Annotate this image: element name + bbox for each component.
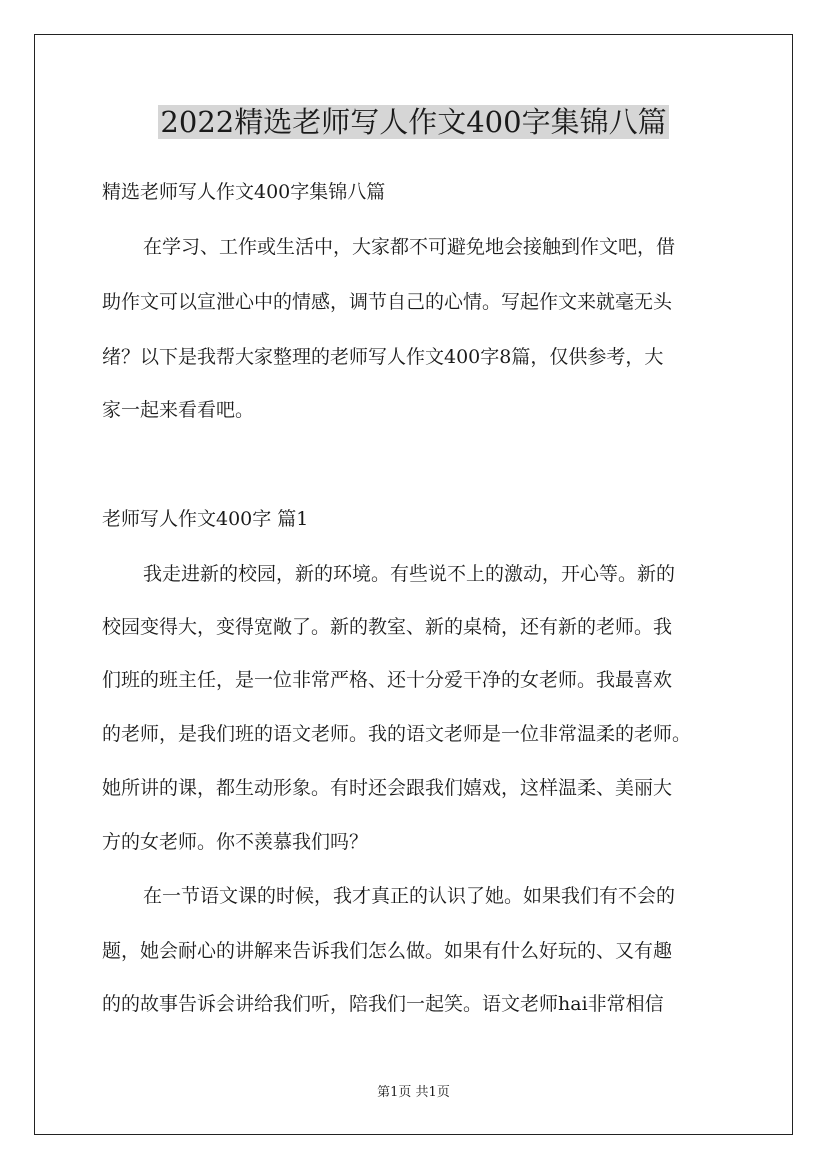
- paragraph-line: 在一节语文课的时候，我才真正的认识了她。如果我们有不会的: [143, 885, 676, 907]
- intro-line: 助作文可以宣泄心中的情感，调节自己的心情。写起作文来就毫无头: [102, 291, 673, 313]
- paragraph-line: 题，她会耐心的讲解来告诉我们怎么做。如果有什么好玩的、又有趣: [102, 940, 673, 962]
- page-number: 第1页 共1页: [377, 1085, 450, 1100]
- intro-line: 家一起来看看吧。: [102, 399, 255, 421]
- intro-line: 在学习、工作或生活中，大家都不可避免地会接触到作文吧，借: [143, 236, 676, 258]
- document-subtitle: 精选老师写人作文400字集锦八篇: [102, 181, 386, 203]
- paragraph-line: 的的故事告诉会讲给我们听，陪我们一起笑。语文老师hai非常相信: [102, 993, 664, 1015]
- paragraph-line: 我走进新的校园，新的环境。有些说不上的激动，开心等。新的: [143, 563, 676, 585]
- intro-line: 绪？以下是我帮大家整理的老师写人作文400字8篇，仅供参考，大: [102, 346, 664, 368]
- section-heading: 老师写人作文400字 篇1: [102, 508, 309, 530]
- paragraph-line: 校园变得大，变得宽敞了。新的教室、新的桌椅，还有新的老师。我: [102, 616, 673, 638]
- paragraph-line: 方的女老师。你不羡慕我们吗？: [102, 831, 369, 853]
- document-title: 2022精选老师写人作文400字集锦八篇: [160, 105, 667, 139]
- paragraph-line: 的老师，是我们班的语文老师。我的语文老师是一位非常温柔的老师。: [102, 723, 692, 745]
- paragraph-line: 们班的班主任，是一位非常严格、还十分爱干净的女老师。我最喜欢: [102, 669, 673, 691]
- paragraph-line: 她所讲的课，都生动形象。有时还会跟我们嬉戏，这样温柔、美丽大: [102, 777, 673, 799]
